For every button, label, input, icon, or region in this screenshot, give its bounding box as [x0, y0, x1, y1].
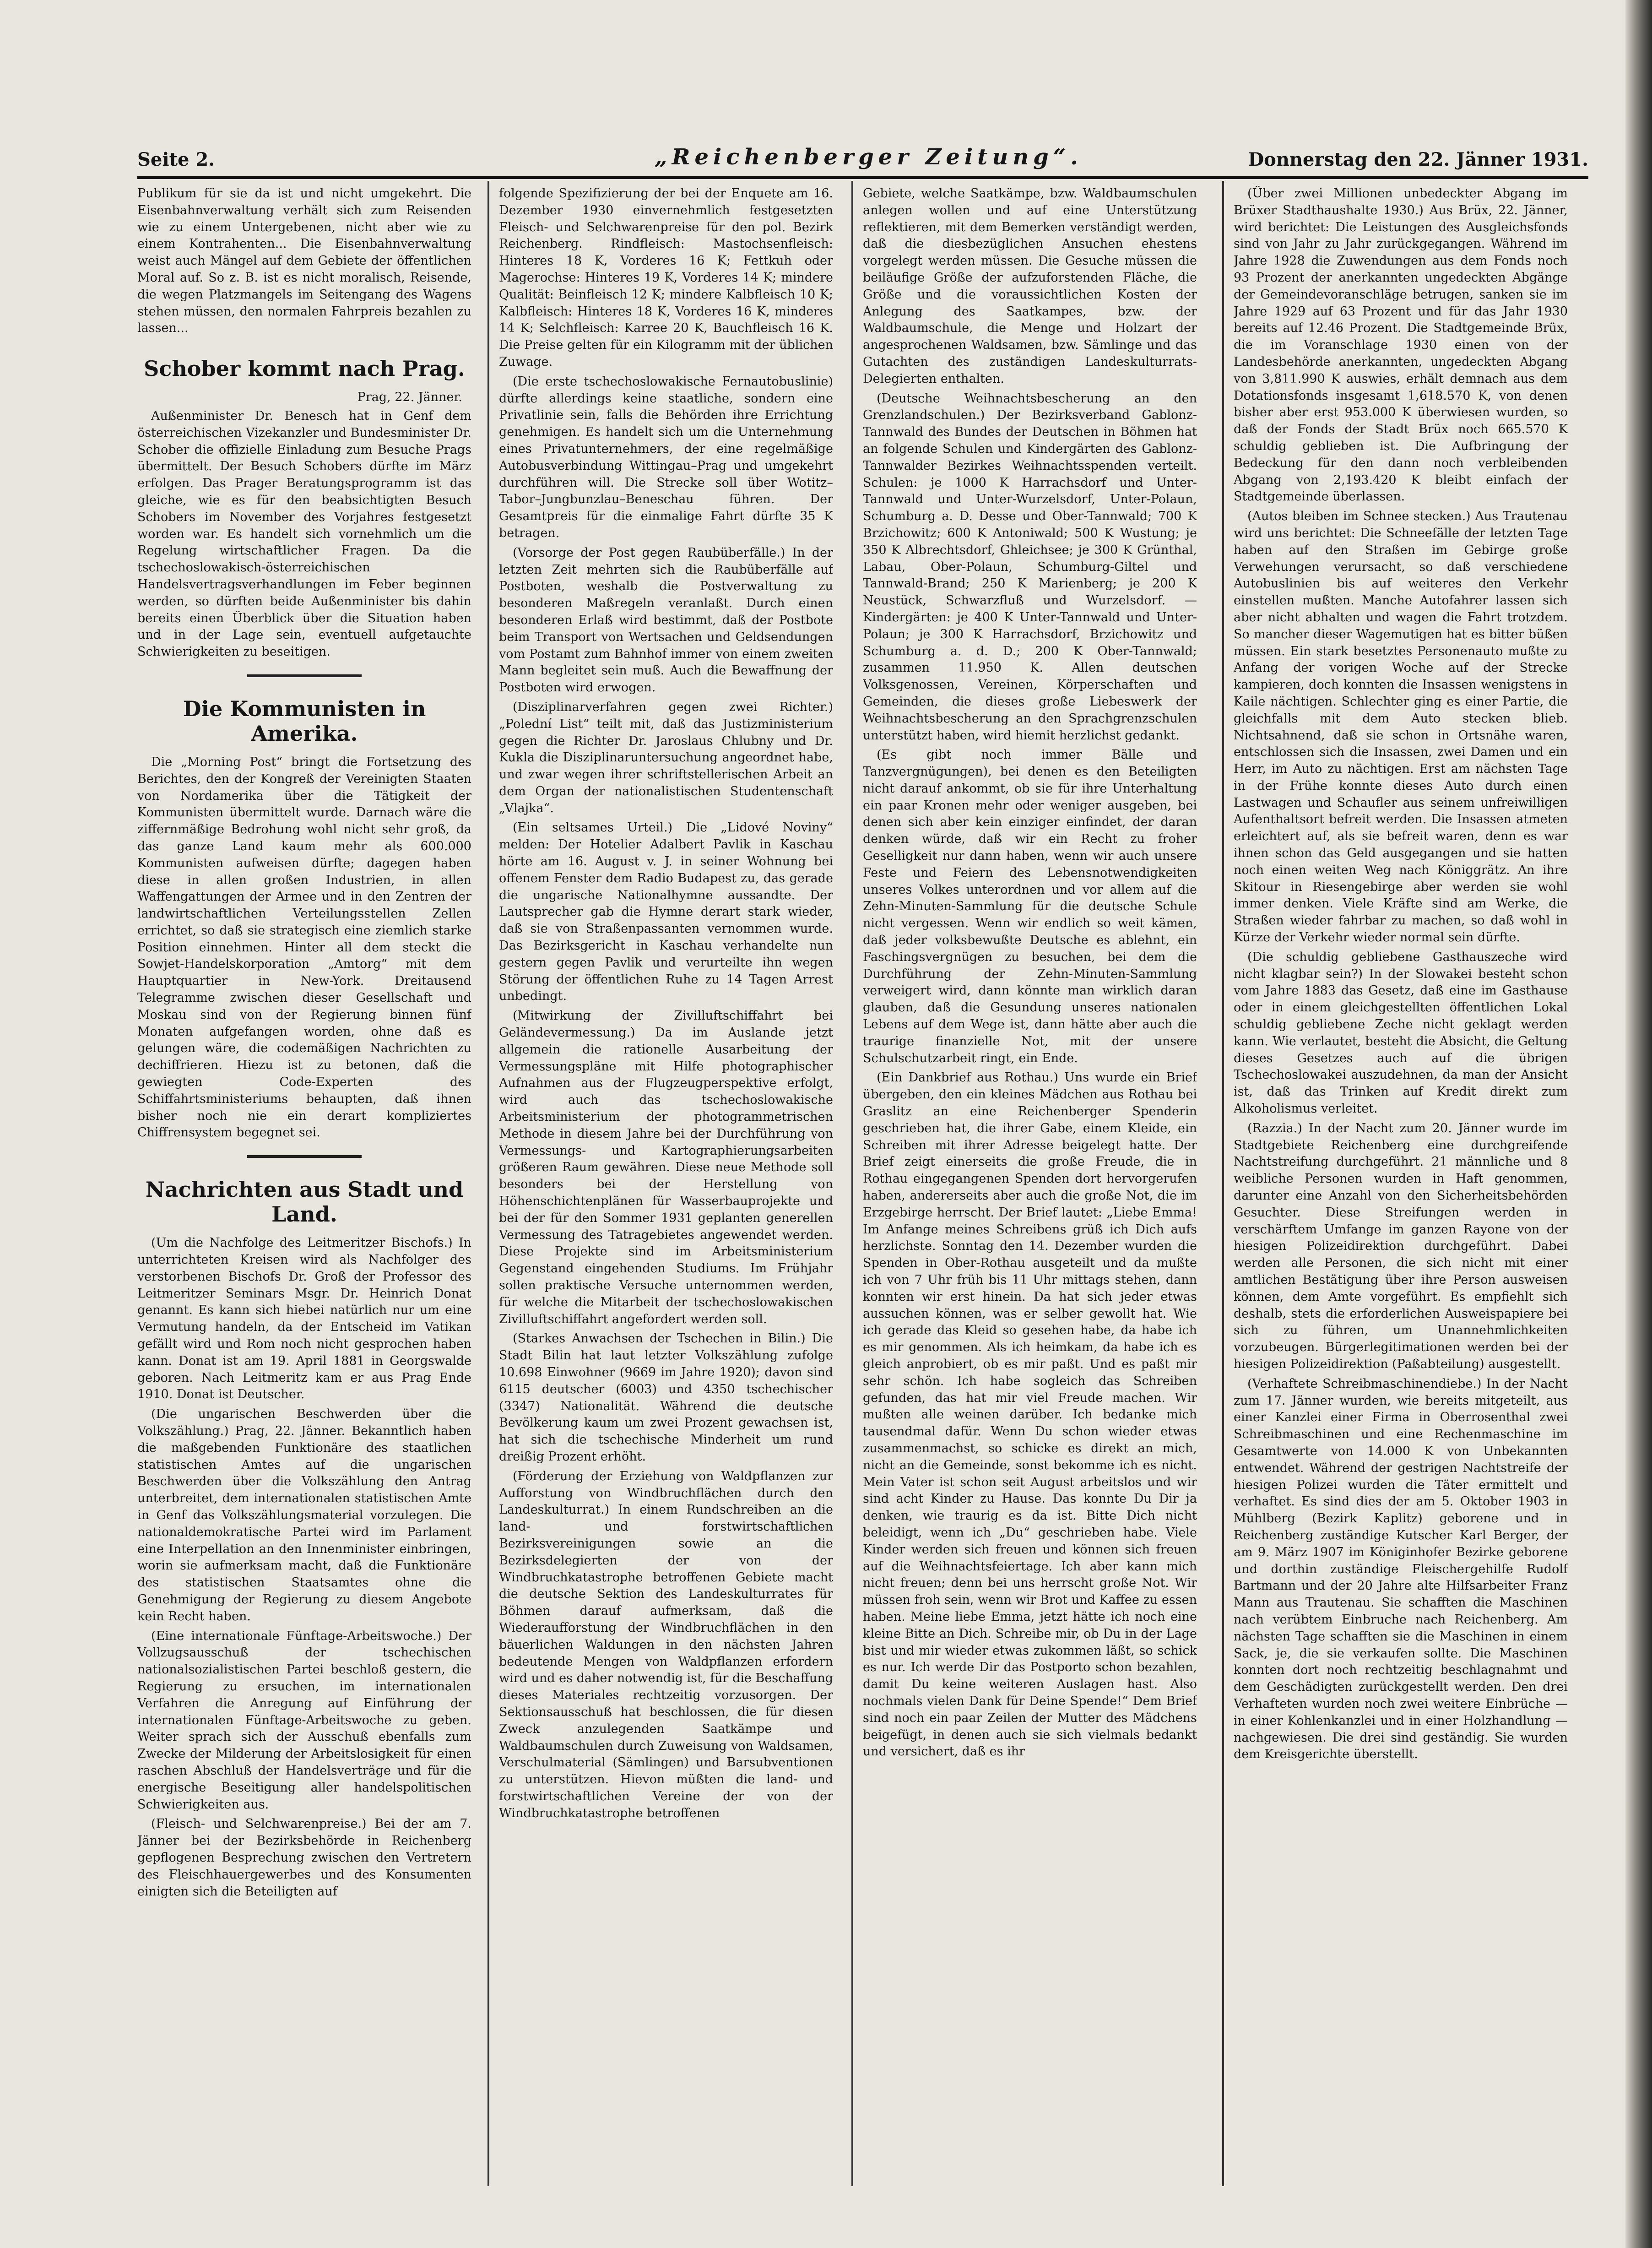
headline-schober: Schober kommt nach Prag. [144, 356, 465, 381]
news-item: (Fleisch- und Selchwarenpreise.) Bei der am 7. Jänner bei der Bezirksbehörde in Reichenberg gepflogenen Besprechung zwischen den Vertretern des Fleischhauergewerbes und des Konsumenten einigten sich die Beteiligten auf [137, 1817, 471, 1899]
news-item: (Ein seltsames Urteil.) Die „Lidové Noviny“ melden: Der Hotelier Adalbert Pavlik in Kaschau hörte am 16. August v. J. in seiner Wohnung bei offenem Fenster dem Radio Budapest zu, das gerade die ungarische Nationalhymne aussandte. Der Lautsprecher gab die Hymne derart stark wieder, daß sie von Straßenpassanten vernommen wurde. Das Bezirksgericht in Kaschau verhandelte nun gestern gegen Pavlik und verurteilte ihn wegen Störung der öffentlichen Ruhe zu 14 Tagen Arrest unbedingt. [499, 820, 833, 1004]
column-2 [499, 185, 833, 2182]
headline-kommunisten: Die Kommunisten in Amerika. [183, 696, 426, 746]
dateline: Prag, 22. Jänner. [357, 390, 462, 405]
column-divider [1222, 181, 1224, 2186]
article-text: Publikum für sie da ist und nicht umgekehrt. Die Eisenbahnverwaltung verhält sich zum Reisenden wie zu einem Untergebenen, nicht aber wie zu einem Kontrahenten... Die Eisenbahnverwaltung weist auch Mängel auf dem Gebiete der öffentlichen Moral auf. So z. B. ist es nicht moralisch, Reisende, die wegen Platzmangels im Seitengang des Wagens stehen müssen, den normalen Fahrpreis bezahlen zu lassen... [137, 186, 471, 336]
page-header [137, 144, 1588, 176]
column-divider [851, 181, 853, 2186]
news-item: (Vorsorge der Post gegen Raubüberfälle.) In der letzten Zeit mehrten sich die Raubüberfälle auf Postboten, weshalb die Postverwaltung zu besonderen Maßregeln veranlaßt. Durch einen besonderen Erlaß wird bestimmt, daß der Postbote beim Transport von Wertsachen und Geldsendungen vom Postamt zum Bahnhof immer von einem zweiten Mann begleitet sein muß. Auch die Bewaffnung der Postboten wird erwogen. [499, 545, 833, 695]
news-item: (Autos bleiben im Schnee stecken.) Aus Trautenau wird uns berichtet: Die Schneefälle der letzten Tage haben auf den Straßen im Gebirge große Verwehungen verursacht, so daß verschiedene Autobuslinien bis auf weiteres den Verkehr einstellen mußten. Manche Autofahrer lassen sich aber nicht abhalten und wagen die Fahrt trotzdem. So mancher dieser Wagemutigen hat es bitter büßen müssen. Ein stark besetztes Personenauto mußte zu Anfang der vorigen Woche auf der Strecke kampieren, doch konnten die Insassen wenigstens in Kaile nächtigen. Schlechter ging es einer Partie, die gleichfalls mit dem Auto stecken blieb. Nichtsahnend, daß sie schon in Ortsnähe waren, entschlossen sich die Insassen, zwei Damen und ein Herr, im Auto zu nächtigen. Erst am nächsten Tage in der Frühe konnte dieses Auto durch einen Lastwagen und Schaufler aus seinem unfreiwilligen Aufenthaltsort befreit werden. Die Insassen atmeten erleichtert auf, als sie befreit waren, denn es war ihnen schon das Geld ausgegangen und sie hatten noch einen weiten Weg nach Königgrätz. An ihre Skitour in Riesengebirge aber werden sie wohl immer denken. Viele Kräfte sind am Werke, die Straßen wieder fahrbar zu machen, so daß wohl in Kürze der Verkehr wieder normal sein dürfte. [1234, 509, 1568, 945]
news-item: Gebiete, welche Saatkämpe, bzw. Waldbaumschulen anlegen wollen und auf eine Unterstützung reflektieren, mit dem Bemerken verständigt werden, daß die diesbezüglichen Ansuchen ehestens vorgelegt werden müssen. Die Gesuche müssen die beiläufige Größe der aufzuforstenden Fläche, die Größe und die voraussichtlichen Kosten der Anlegung des Saatkampes, bzw. der Waldbaumschule, die Menge und Holzart der angesprochenen Waldsamen, bzw. Sämlinge und das Gutachten des zuständigen Landeskulturrats-Delegierten enthalten. [863, 186, 1197, 386]
news-item: (Um die Nachfolge des Leitmeritzer Bischofs.) In unterrichteten Kreisen wird als Nachfolger des verstorbenen Bischofs Dr. Groß der Professor des Leitmeritzer Seminars Msgr. Dr. Heinrich Donat genannt. Es kann sich hiebei natürlich nur um eine Vermutung handeln, da der Entscheid im Vatikan gefällt wird und Rom noch nicht gesprochen haben kann. Donat ist am 19. April 1881 in Georgswalde geboren. Nach Leitmeritz kam er aus Prag Ende 1910. Donat ist Deutscher. [137, 1236, 471, 1402]
column-3 [863, 185, 1197, 2182]
news-item: (Disziplinarverfahren gegen zwei Richter.) „Polední List“ teilt mit, daß das Justizministerium gegen die Richter Dr. Jaroslaus Chlubny und Dr. Kukla die Disziplinaruntersuchung angeordnet habe, und zwar wegen ihrer schriftstellerischen Arbeit an dem Organ der nationalistischen Studentenschaft „Vlajka“. [499, 700, 833, 815]
scan-edge-shadow [1625, 0, 1652, 2248]
page-number: Seite 2. [137, 149, 215, 170]
news-item: (Die ungarischen Beschwerden über die Volkszählung.) Prag, 22. Jänner. Bekanntlich haben die maßgebenden Funktionäre des staatlichen statistischen Amtes auf die ungarischen Beschwerden über die Volkszählung den Antrag unterbreitet, dem internationalen statistischen Amte in Genf das Volkszählungsmaterial vorzulegen. Die nationaldemokratische Partei wird im Parlament eine Interpellation an den Innenminister einbringen, worin sie aufmerksam macht, daß die Funktionäre des statistischen Staatsamtes ohne die Genehmigung der Regierung zu diesem Angebote kein Recht haben. [137, 1407, 471, 1624]
article-text: Außenminister Dr. Benesch hat in Genf dem österreichischen Vizekanzler und Bundesminister Dr. Schober die offizielle Einladung zum Besuche Prags übermittelt. Der Besuch Schobers dürfte im März erfolgen. Das Prager Beratungsprogramm ist das gleiche, wie es für den beabsichtigten Besuch Schobers im November des Vorjahres festgesetzt worden war. Es handelt sich vornehmlich um die Regelung wirtschaftlicher Fragen. Da die tschechoslowakisch-österreichischen Handelsvertragsverhandlungen im Feber beginnen werden, so dürften beide Außenminister bis dahin bereits einen Überblick über die Situation haben und in der Lage sein, eventuell aufgetauchte Schwierigkeiten zu beseitigen. [137, 408, 471, 659]
news-item: (Deutsche Weihnachtsbescherung an den Grenzlandschulen.) Der Bezirksverband Gablonz-Tannwald des Bundes der Deutschen in Böhmen hat an folgende Schulen und Kindergärten des Gablonz-Tannwalder Bezirkes Weihnachtsspenden verteilt. Schulen: je 1000 K Harrachsdorf und Unter-Tannwald und Unter-Wurzelsdorf, Unter-Polaun, Schumburg a. D. Desse und Ober-Tannwald; 700 K Brzichowitz; 600 K Antoniwald; 500 K Wustung; je 350 K Albrechtsdorf, Ghleichsee; je 300 K Grünthal, Labau, Ober-Polaun, Schumburg-Giltel und Tannwald-Brand; 250 K Marienberg; je 200 K Neustück, Schwarzfluß und Wurzelsdorf. — Kindergärten: je 400 K Unter-Tannwald und Unter-Polaun; je 300 K Harrachsdorf, Brzichowitz und Schumburg a. d. D.; 200 K Ober-Tannwald; zusammen 11.950 K. Allen deutschen Volksgenossen, Vereinen, Körperschaften und Gemeinden, die dieses große Liebeswerk der Weihnachtsbescherung an den Sprachgrenzschulen unterstützt haben, wird hiemit herzlichst gedankt. [863, 391, 1197, 743]
column-divider [487, 181, 489, 2186]
news-item: (Förderung der Erziehung von Waldpflanzen zur Aufforstung von Windbruchflächen durch den Landeskulturrat.) In einem Rundschreiben an die land- und forstwirtschaftlichen Bezirksvereinigungen sowie an die Bezirksdelegierten der von der Windbruchkatastrophe betroffenen Gebiete macht die deutsche Sektion des Landeskulturrates für Böhmen darauf aufmerksam, daß die Wiederaufforstung der Windbruchflächen in den bäuerlichen Waldungen in den nächsten Jahren bedeutende Mengen von Waldpflanzen erfordern wird und es daher notwendig ist, für die Beschaffung dieses Materiales rechtzeitig vorzusorgen. Der Sektionsausschuß hat beschlossen, die für diesen Zweck anzulegenden Saatkämpe und Waldbaumschulen durch Zuweisung von Waldsamen, Verschulmaterial (Sämlingen) und Barsubventionen zu unterstützen. Hievon müßten die land- und forstwirtschaftlichen Vereine der von der Windbruchkatastrophe betroffenen [499, 1469, 833, 1820]
news-item: (Verhaftete Schreibmaschinendiebe.) In der Nacht zum 17. Jänner wurden, wie bereits mitgeteilt, aus einer Kanzlei einer Firma in Oberrosenthal zwei Schreibmaschinen und eine Rechenmaschine im Gesamtwerte von 14.000 K von Unbekannten entwendet. Während der gestrigen Nachtstreife der hiesigen Polizei wurden die Täter ermittelt und verhaftet. Es sind dies der am 5. Oktober 1903 in Mühlberg (Bezirk Kaplitz) geborene und in Reichenberg zuständige Kutscher Karl Berger, der am 9. März 1907 im Königinhofer Bezirke geborene und dorthin zuständige Fleischergehilfe Rudolf Bartmann und der 20 Jahre alte Hilfsarbeiter Franz Mann aus Trautenau. Sie schafften die Maschinen nach verübtem Einbruche nach Reichenberg. Am nächsten Tage schafften sie die Maschinen in einem Sack, je, die sie verkaufen sollte. Die Maschinen konnten dort noch rechtzeitig beschlagnahmt und dem Geschädigten zurückgestellt werden. Den drei Verhafteten wurden noch zwei weitere Einbrüche — in einer Kohlenkanzlei und in einer Holzhandlung — nachgewiesen. Die drei sind geständig. Sie wurden dem Kreisgerichte überstellt. [1234, 1376, 1568, 1762]
news-item: (Die schuldig gebliebene Gasthauszeche wird nicht klagbar sein?) In der Slowakei besteht schon vom Jahre 1883 das Gesetz, daß eine im Gasthause oder in einem gleichgestellten öffentlichen Lokal schuldig gebliebene Zeche nicht geklagt werden kann. Wie verlautet, besteht die Absicht, die Geltung dieses Gesetzes auch auf die übrigen Tschechoslowakei auszudehnen, da man der Ansicht ist, daß das Trinken auf Kredit direkt zum Alkoholismus verleitet. [1234, 950, 1568, 1116]
news-item: (Es gibt noch immer Bälle und Tanzvergnügungen), bei denen es den Beteiligten nicht darauf ankommt, ob sie für ihre Unterhaltung ein paar Kronen mehr oder weniger ausgeben, bei denen sich aber kein einziger einfindet, der daran denken würde, daß wir ein Recht zu froher Geselligkeit nur dann haben, wenn wir auch unsere Feste und Feiern des Lebensnotwendigkeiten unseres Volkes unterordnen und vor allem auf die Zehn-Minuten-Sammlung für die deutsche Schule nicht vergessen. Wenn wir endlich so weit kämen, daß jeder volksbewußte Deutsche es ablehnt, ein Faschingsvergnügen zu besuchen, bei dem die Durchführung der Zehn-Minuten-Sammlung verweigert wird, dann könnte man wirklich daran glauben, daß die Gesundung unseres nationalen Lebens auf dem Wege ist, dann hätte aber auch die traurige finanzielle Not, mit der unsere Schulschutzarbeit ringt, ein Ende. [863, 748, 1197, 1065]
news-item: (Die erste tschechoslowakische Fernautobuslinie) dürfte allerdings keine staatliche, sondern eine Privatlinie sein, falls die Behörden ihre Errichtung genehmigen. Es handelt sich um die Unternehmung eines Privatunternehmers, der eine regelmäßige Autobusverbindung Wittingau–Prag und umgekehrt durchführen will. Die Strecke soll über Wotitz–Tabor–Jungbunzlau–Beneschau führen. Der Gesamtpreis für die einmalige Fahrt dürfte 35 K betragen. [499, 374, 833, 540]
news-item: folgende Spezifizierung der bei der Enquete am 16. Dezember 1930 einvernehmlich festgesetzten Fleisch- und Selchwarenpreise für den pol. Bezirk Reichenberg. Rindfleisch: Mastochsenfleisch: Hinteres 18 K, Vorderes 16 K; Fettkuh oder Magerochse: Hinteres 19 K, Vorderes 14 K; mindere Qualität: Beinfleisch 12 K; mindere Kalbfleisch 10 K; Kalbfleisch: Hinteres 18 K, Vorderes 16 K, minderes 14 K; Selchfleisch: Karree 20 K, Bauchfleisch 16 K. Die Preise gelten für ein Kilogramm mit der üblichen Zuwage. [499, 186, 833, 369]
headline-nachrichten: Nachrichten aus Stadt und Land. [145, 1177, 464, 1227]
article-text: Die „Morning Post“ bringt die Fortsetzung des Berichtes, den der Kongreß der Vereinigten Staaten von Nordamerika über die Tätigkeit der Kommunisten übermittelt wurde. Darnach wäre die ziffernmäßige Bedrohung wohl nicht sehr groß, da das ganze Land kaum mehr als 600.000 Kommunisten aufweisen dürfte; dagegen haben diese in allen großen Industrien, in allen Waffengattungen der Armee und in den Zentren der landwirtschaftlichen Verteilungsstellen Zellen errichtet, so daß sie strategisch eine ziemlich starke Position einnehmen. Hinter all dem steckt die Sowjet-Handelskorporation „Amtorg“ mit dem Hauptquartier in New-York. Dreitausend Telegramme zwischen dieser Gesellschaft und Moskau sind von der Regierung binnen fünf Monaten aufgefangen worden, ohne daß es gelungen wäre, die codemäßigen Nachrichten zu dechiffrieren. Hiezu ist zu betonen, daß die gewiegten Code-Experten des Schiffahrtsministeriums behaupten, daß ihnen bisher noch nie ein derart kompliziertes Chiffrensystem begegnet sei. [137, 755, 471, 1140]
news-item: (Mitwirkung der Zivilluftschiffahrt bei Geländevermessung.) Da im Auslande jetzt allgemein die rationelle Ausarbeitung der Vermessungspläne mit Hilfe photographischer Aufnahmen aus der Flugzeugperspektive erfolgt, wird auch das tschechoslowakische Arbeitsministerium der photogrammetrischen Methode in diesem Jahre bei der Durchführung von Vermessungs- und Kartographierungsarbeiten größeren Raum gewähren. Diese neue Methode soll besonders bei der Herstellung von Höhenschichtenplänen für Wasserbauprojekte und bei der für den Sommer 1931 geplanten generellen Vermessung des Tatragebietes angewendet werden. Diese Projekte sind im Arbeitsministerium Gegenstand eingehenden Studiums. Im Frühjahr sollen praktische Versuche unternommen werden, für welche die Mitarbeit der tschechoslowakischen Zivilluftschiffahrt angefordert werden soll. [499, 1009, 833, 1326]
header-rule [137, 176, 1588, 179]
column-4 [1234, 185, 1568, 2182]
article-separator [247, 674, 362, 677]
article-separator [247, 1155, 362, 1158]
news-item: (Razzia.) In der Nacht zum 20. Jänner wurde im Stadtgebiete Reichenberg eine durchgreifende Nachtstreifung durchgeführt. 21 männliche und 8 weibliche Personen wurden in Haft genommen, darunter eine Anzahl von den Sicherheitsbehörden Gesuchter. Diese Streifungen werden in verschärftem Umfange im ganzen Rayone von der hiesigen Polizeidirektion durchgeführt. Dabei werden alle Personen, die sich nicht mit einer amtlichen Bestätigung über ihre Person ausweisen können, dem Amte vorgeführt. Es empfiehlt sich deshalb, stets die erforderlichen Ausweispapiere bei sich zu führen, um Unannehmlichkeiten vorzubeugen. Bürgerlegitimationen werden bei der hiesigen Polizeidirektion (Paßabteilung) ausgestellt. [1234, 1121, 1568, 1371]
news-item: (Starkes Anwachsen der Tschechen in Bilin.) Die Stadt Bilin hat laut letzter Volkszählung zufolge 10.698 Einwohner (9669 im Jahre 1920); davon sind 6115 deutscher (6003) und 4350 tschechischer (3347) Nationalität. Während die deutsche Bevölkerung kaum um zwei Prozent gewachsen ist, hat sich die tschechische Minderheit um rund dreißig Prozent erhöht. [499, 1331, 833, 1464]
news-item: (Ein Dankbrief aus Rothau.) Uns wurde ein Brief übergeben, den ein kleines Mädchen aus Rothau bei Graslitz an eine Reichenberger Spenderin geschrieben hat, die ihrer Gabe, einem Kleide, ein Schreiben mit ihrer Adresse beigelegt hatte. Der Brief zeigt einerseits die große Freude, die in Rothau eingegangenen Spenden dort hervorgerufen haben, andererseits aber auch die große Not, die im Erzgebirge herrscht. Der Brief lautet: „Liebe Emma! Im Anfange meines Schreibens grüß ich Dich aufs herzlichste. Sonntag den 14. Dezember wurden die Spenden in Ober-Rothau ausgeteilt und da mußte ich von 7 Uhr früh bis 11 Uhr mittags stehen, dann konnten wir erst hinein. Da hat sich jeder etwas aussuchen können, was er selber gewollt hat. Wie ich gerade das Kleid so gesehen habe, da habe ich es mir genommen. Als ich heimkam, da habe ich es gleich anprobiert, ob es mir paßt. Und es paßt mir sehr schön. Ich habe sogleich das Schreiben gefunden, das hat mir viel Freude machen. Wir mußten alle weinen darüber. Ich bedanke mich tausendmal dafür. Wenn Du schon wieder etwas zusammenmachst, so schicke es direkt an mich, nicht an die Gemeinde, sonst bekomme ich es nicht. Mein Vater ist schon seit August arbeitslos und wir sind acht Kinder zu Hause. Das konnte Du Dir ja denken, wie traurig es da ist. Bitte Dich nicht beleidigt, wenn ich „Du“ geschrieben habe. Viele Kinder werden sich freuen und können sich freuen auf die Weihnachtsfeiertage. Ich aber kann mich nicht freuen; denn bei uns herrscht große Not. Wir müssen froh sein, wenn wir Brot und Kaffee zu essen haben. Meine liebe Emma, jetzt hätte ich noch eine kleine Bitte an Dich. Schreibe mir, ob Du in der Lage bist und mir wieder etwas zukommen läßt, so schick es nur. Ich werde Dir das Postporto schon bezahlen, damit Du keine weiteren Auslagen hast. Also nochmals vielen Dank für Deine Spende!“ Dem Brief sind noch ein paar Zeilen der Mutter des Mädchens beigefügt, in denen auch sie sich vielmals bedankt und versichert, daß es ihr [863, 1070, 1197, 1759]
column-1 [137, 185, 471, 2182]
newspaper-title: „Reichenberger Zeitung“. [655, 144, 1083, 170]
issue-date: Donnerstag den 22. Jänner 1931. [1248, 149, 1588, 170]
news-item: (Über zwei Millionen unbedeckter Abgang im Brüxer Stadthaushalte 1930.) Aus Brüx, 22. Jänner, wird berichtet: Die Leistungen des Ausgleichsfonds sind von Jahr zu Jahr zurückgegangen. Während im Jahre 1928 die Zuwendungen aus dem Fonds noch 93 Prozent der anerkannten ungedeckten Abgänge der Gemeindevoranschläge betrugen, sanken sie im Jahre 1929 auf 63 Prozent und für das Jahr 1930 bereits auf 12.46 Prozent. Die Stadtgemeinde Brüx, die im Voranschlage 1930 einen von der Landesbehörde anerkannten, ungedeckten Abgang von 3,811.990 K auswies, erhält demnach aus dem Dotationsfonds insgesamt 1,618.570 K, von denen bisher aber erst 953.000 K überwiesen wurden, so daß der Fonds der Stadt Brüx noch 665.570 K schuldig geblieben ist. Die Aufbringung der Bedeckung für den dann noch verbleibenden Abgang von 2,193.420 K bleibt einfach der Stadtgemeinde überlassen. [1234, 186, 1568, 504]
news-item: (Eine internationale Fünftage-Arbeitswoche.) Der Vollzugsausschuß der tschechischen nationalsozialistischen Partei beschloß gestern, die Regierung zu ersuchen, im internationalen Verfahren die Anregung auf Einführung der internationalen Fünftage-Arbeitswoche zu geben. Weiter sprach sich der Ausschuß ebenfalls zum Zwecke der Milderung der Arbeitslosigkeit für einen raschen Abschluß der Handelsverträge und für die energische Beseitigung aller handelspolitischen Schwierigkeiten aus. [137, 1629, 471, 1812]
